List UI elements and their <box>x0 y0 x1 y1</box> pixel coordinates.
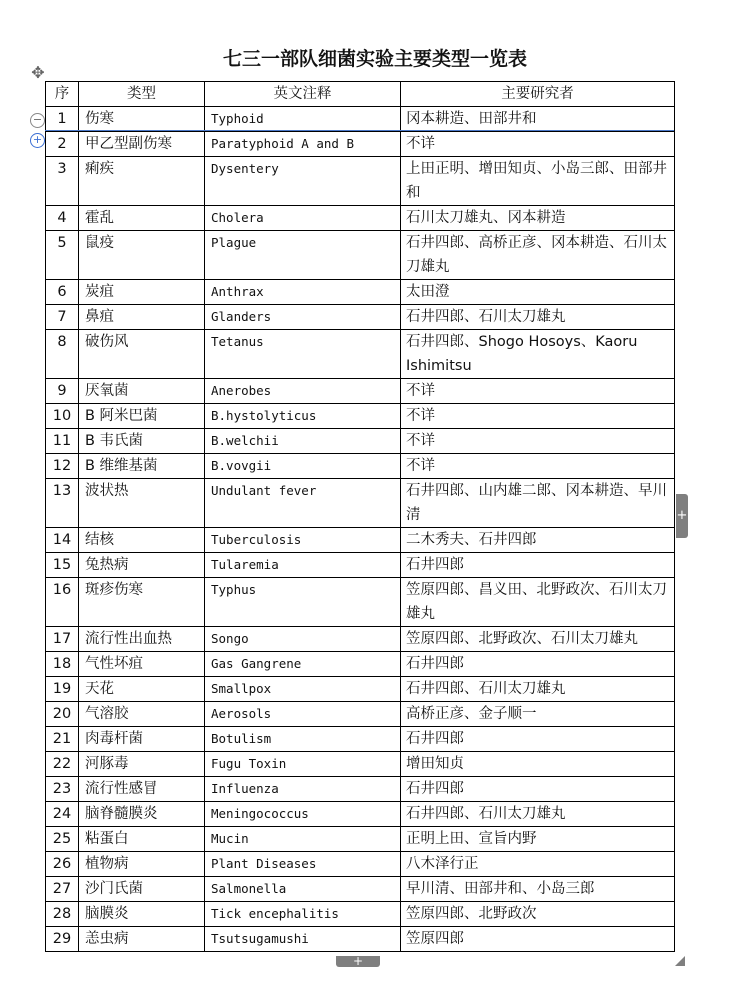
cell-researchers[interactable]: 石井四郎、石川太刀雄丸 <box>401 677 675 702</box>
cell-type[interactable]: 气溶胶 <box>79 702 205 727</box>
cell-researchers[interactable]: 上田正明、增田知贞、小岛三郎、田部井和 <box>401 157 675 206</box>
table-row <box>46 379 675 404</box>
cell-english[interactable]: Anthrax <box>205 280 401 305</box>
cell-researchers[interactable]: 笠原四郎、北野政次 <box>401 902 675 927</box>
document-title: 七三一部队细菌实验主要类型一览表 <box>222 48 527 70</box>
cell-type[interactable]: 沙门氏菌 <box>79 877 205 902</box>
cell-no[interactable]: 3 <box>46 157 79 206</box>
cell-researchers[interactable]: 石井四郎 <box>401 652 675 677</box>
cell-no[interactable]: 29 <box>46 927 79 952</box>
cell-researchers[interactable]: 石井四郎、Shogo Hosoys、Kaoru Ishimitsu <box>401 330 675 379</box>
add-row-button[interactable]: + <box>336 956 380 967</box>
table-row <box>46 777 675 802</box>
cell-researchers[interactable]: 石井四郎 <box>401 553 675 578</box>
table-row <box>46 902 675 927</box>
cell-researchers[interactable]: 石井四郎、石川太刀雄丸 <box>401 305 675 330</box>
cell-english[interactable]: B.vovgii <box>205 454 401 479</box>
table-body <box>46 107 675 952</box>
cell-type[interactable]: 结核 <box>79 528 205 553</box>
cell-no[interactable]: 21 <box>46 727 79 752</box>
table-row <box>46 206 675 231</box>
cell-type[interactable]: 气性坏疽 <box>79 652 205 677</box>
header-no[interactable]: 序 <box>46 82 79 107</box>
cell-english[interactable]: Smallpox <box>205 677 401 702</box>
row-insert-indicator <box>45 130 674 131</box>
cell-english[interactable]: Typhoid <box>205 107 401 132</box>
cell-type[interactable]: 粘蛋白 <box>79 827 205 852</box>
table-row <box>46 479 675 528</box>
cell-english[interactable]: Typhus <box>205 578 401 627</box>
table-row <box>46 429 675 454</box>
table-row <box>46 627 675 652</box>
cell-no[interactable]: 11 <box>46 429 79 454</box>
insert-row-icon[interactable]: + <box>30 133 45 148</box>
table-row <box>46 852 675 877</box>
cell-english[interactable]: Glanders <box>205 305 401 330</box>
table-row <box>46 553 675 578</box>
table-row <box>46 107 675 132</box>
cell-english[interactable]: Dysentery <box>205 157 401 206</box>
cell-english[interactable]: Tsutsugamushi <box>205 927 401 952</box>
cell-no[interactable]: 16 <box>46 578 79 627</box>
cell-no[interactable]: 23 <box>46 777 79 802</box>
cell-type[interactable]: 炭疽 <box>79 280 205 305</box>
cell-english[interactable]: Paratyphoid A and B <box>205 132 401 157</box>
cell-no[interactable]: 19 <box>46 677 79 702</box>
cell-english[interactable]: Plant Diseases <box>205 852 401 877</box>
cell-english[interactable]: Cholera <box>205 206 401 231</box>
cell-no[interactable]: 12 <box>46 454 79 479</box>
cell-no[interactable]: 24 <box>46 802 79 827</box>
cell-no[interactable]: 9 <box>46 379 79 404</box>
cell-type[interactable]: 恙虫病 <box>79 927 205 952</box>
cell-researchers[interactable]: 不详 <box>401 379 675 404</box>
cell-type[interactable]: 天花 <box>79 677 205 702</box>
cell-no[interactable]: 18 <box>46 652 79 677</box>
header-english[interactable]: 英文注释 <box>205 82 401 107</box>
table-row <box>46 677 675 702</box>
table-row <box>46 927 675 952</box>
cell-type[interactable]: 伤寒 <box>79 107 205 132</box>
cell-type[interactable]: 脑脊髓膜炎 <box>79 802 205 827</box>
cell-type[interactable]: B 韦氏菌 <box>79 429 205 454</box>
cell-no[interactable]: 6 <box>46 280 79 305</box>
cell-no[interactable]: 14 <box>46 528 79 553</box>
cell-researchers[interactable]: 高桥正彦、金子顺一 <box>401 702 675 727</box>
table-row <box>46 305 675 330</box>
cell-no[interactable]: 10 <box>46 404 79 429</box>
cell-no[interactable]: 27 <box>46 877 79 902</box>
cell-english[interactable]: Tularemia <box>205 553 401 578</box>
cell-researchers[interactable]: 不详 <box>401 404 675 429</box>
cell-no[interactable]: 25 <box>46 827 79 852</box>
table-row <box>46 528 675 553</box>
cell-researchers[interactable]: 二木秀夫、石井四郎 <box>401 528 675 553</box>
cell-type[interactable]: 厌氧菌 <box>79 379 205 404</box>
table-row <box>46 877 675 902</box>
cell-researchers[interactable]: 笠原四郎、昌义田、北野政次、石川太刀雄丸 <box>401 578 675 627</box>
cell-researchers[interactable]: 石井四郎 <box>401 777 675 802</box>
cell-english[interactable]: Botulism <box>205 727 401 752</box>
table-row <box>46 404 675 429</box>
data-table <box>45 81 675 952</box>
cell-researchers[interactable]: 石井四郎 <box>401 727 675 752</box>
cell-researchers[interactable]: 石井四郎、高桥正彦、冈本耕造、石川太刀雄丸 <box>401 231 675 280</box>
cell-type[interactable]: B 阿米巴菌 <box>79 404 205 429</box>
cell-researchers[interactable]: 冈本耕造、田部井和 <box>401 107 675 132</box>
cell-researchers[interactable]: 笠原四郎 <box>401 927 675 952</box>
cell-researchers[interactable]: 石井四郎、石川太刀雄丸 <box>401 802 675 827</box>
cell-english[interactable]: Fugu Toxin <box>205 752 401 777</box>
cell-researchers[interactable]: 太田澄 <box>401 280 675 305</box>
cell-no[interactable]: 26 <box>46 852 79 877</box>
table-row <box>46 802 675 827</box>
cell-researchers[interactable]: 增田知贞 <box>401 752 675 777</box>
cell-no[interactable]: 5 <box>46 231 79 280</box>
cell-english[interactable]: Mucin <box>205 827 401 852</box>
cell-researchers[interactable]: 石川太刀雄丸、冈本耕造 <box>401 206 675 231</box>
cell-english[interactable]: Tuberculosis <box>205 528 401 553</box>
cell-english[interactable]: Tetanus <box>205 330 401 379</box>
cell-english[interactable]: B.hystolyticus <box>205 404 401 429</box>
cell-english[interactable]: Plague <box>205 231 401 280</box>
cell-type[interactable]: 植物病 <box>79 852 205 877</box>
header-type[interactable]: 类型 <box>79 82 205 107</box>
cell-english[interactable]: B.welchii <box>205 429 401 454</box>
table-row <box>46 727 675 752</box>
header-researchers[interactable]: 主要研究者 <box>401 82 675 107</box>
cell-no[interactable]: 4 <box>46 206 79 231</box>
cell-english[interactable]: Aerosols <box>205 702 401 727</box>
cell-type[interactable]: 流行性出血热 <box>79 627 205 652</box>
cell-no[interactable]: 7 <box>46 305 79 330</box>
cell-no[interactable]: 15 <box>46 553 79 578</box>
cell-no[interactable]: 13 <box>46 479 79 528</box>
table-row <box>46 280 675 305</box>
cell-type[interactable]: 肉毒杆菌 <box>79 727 205 752</box>
cell-type[interactable]: 斑疹伤寒 <box>79 578 205 627</box>
cell-researchers[interactable]: 不详 <box>401 429 675 454</box>
cell-english[interactable]: Meningococcus <box>205 802 401 827</box>
cell-type[interactable]: 流行性感冒 <box>79 777 205 802</box>
cell-researchers[interactable]: 不详 <box>401 454 675 479</box>
table-move-handle-icon[interactable]: ✥ <box>31 63 45 82</box>
cell-type[interactable]: 河豚毒 <box>79 752 205 777</box>
table-row <box>46 752 675 777</box>
cell-researchers[interactable]: 正明上田、宣旨内野 <box>401 827 675 852</box>
table-row <box>46 827 675 852</box>
table-row <box>46 330 675 379</box>
cell-no[interactable]: 17 <box>46 627 79 652</box>
cell-no[interactable]: 8 <box>46 330 79 379</box>
table-row <box>46 132 675 157</box>
table-resize-handle-icon[interactable] <box>675 956 685 966</box>
cell-type[interactable]: 波状热 <box>79 479 205 528</box>
cell-researchers[interactable]: 笠原四郎、北野政次、石川太刀雄丸 <box>401 627 675 652</box>
cell-type[interactable]: 甲乙型副伤寒 <box>79 132 205 157</box>
add-column-button[interactable]: + <box>676 494 688 538</box>
cell-english[interactable]: Songo <box>205 627 401 652</box>
cell-type[interactable]: 脑膜炎 <box>79 902 205 927</box>
table-row <box>46 702 675 727</box>
cell-researchers[interactable]: 早川清、田部井和、小岛三郎 <box>401 877 675 902</box>
cell-type[interactable]: 鼻疽 <box>79 305 205 330</box>
cell-researchers[interactable]: 石井四郎、山内雄二郎、冈本耕造、早川清 <box>401 479 675 528</box>
cell-type[interactable]: 兔热病 <box>79 553 205 578</box>
cell-type[interactable]: 破伤风 <box>79 330 205 379</box>
cell-no[interactable]: 22 <box>46 752 79 777</box>
cell-researchers[interactable]: 八木泽行正 <box>401 852 675 877</box>
table-header-row <box>46 82 675 107</box>
cell-no[interactable]: 28 <box>46 902 79 927</box>
cell-type[interactable]: B 维维基菌 <box>79 454 205 479</box>
cell-type[interactable]: 痢疾 <box>79 157 205 206</box>
cell-english[interactable]: Undulant fever <box>205 479 401 528</box>
cell-researchers[interactable]: 不详 <box>401 132 675 157</box>
cell-no[interactable]: 2 <box>46 132 79 157</box>
table-row <box>46 652 675 677</box>
cell-type[interactable]: 鼠疫 <box>79 231 205 280</box>
table-row <box>46 231 675 280</box>
cell-english[interactable]: Gas Gangrene <box>205 652 401 677</box>
cell-no[interactable]: 1 <box>46 107 79 132</box>
delete-row-icon[interactable]: − <box>30 113 45 128</box>
cell-type[interactable]: 霍乱 <box>79 206 205 231</box>
cell-english[interactable]: Salmonella <box>205 877 401 902</box>
table-row <box>46 578 675 627</box>
table-row <box>46 157 675 206</box>
table-row <box>46 454 675 479</box>
cell-english[interactable]: Tick encephalitis <box>205 902 401 927</box>
cell-english[interactable]: Anerobes <box>205 379 401 404</box>
cell-no[interactable]: 20 <box>46 702 79 727</box>
cell-english[interactable]: Influenza <box>205 777 401 802</box>
